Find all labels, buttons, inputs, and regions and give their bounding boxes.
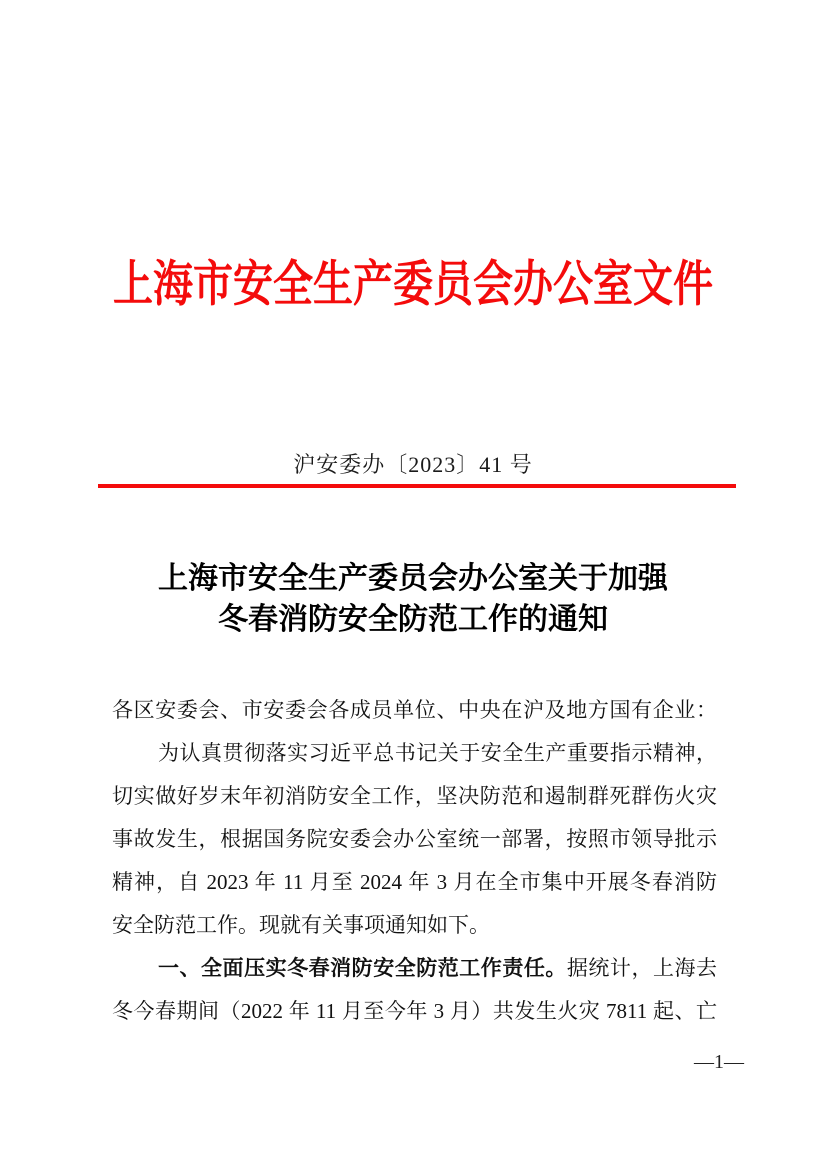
letterhead-org-title: 上海市安全生产委员会办公室文件: [113, 257, 713, 312]
body-line: 一、全面压实冬春消防安全防范工作责任。据统计，上海去: [158, 956, 717, 980]
body-line: 安全防范工作。现就有关事项通知如下。: [112, 913, 490, 937]
notice-title-line-1: 上海市安全生产委员会办公室关于加强: [158, 562, 668, 595]
body-line: 精神，自 2023 年 11 月至 2024 年 3 月在全市集中开展冬春消防: [112, 870, 717, 894]
page-number: —1—: [694, 1051, 744, 1073]
body-lines: [112, 689, 717, 1033]
letterhead-red-rule: [98, 484, 736, 488]
notice-title: [0, 558, 826, 640]
body-line: 冬今春期间（2022 年 11 月至今年 3 月）共发生火灾 7811 起、亡: [112, 999, 717, 1023]
notice-title-line-2: 冬春消防安全防范工作的通知: [218, 603, 608, 636]
body-line: 为认真贯彻落实习近平总书记关于安全生产重要指示精神，: [158, 741, 717, 765]
body-line: 各区安委会、市安委会各成员单位、中央在沪及地方国有企业：: [112, 698, 717, 722]
body-line: 切实做好岁末年初消防安全工作，坚决防范和遏制群死群伤火灾: [112, 784, 717, 808]
body-line: 事故发生，根据国务院安委会办公室统一部署，按照市领导批示: [112, 827, 717, 851]
document-number: 沪安委办〔2023〕41 号: [293, 452, 533, 477]
body-line-bold-run: 一、全面压实冬春消防安全防范工作责任。: [158, 957, 567, 980]
